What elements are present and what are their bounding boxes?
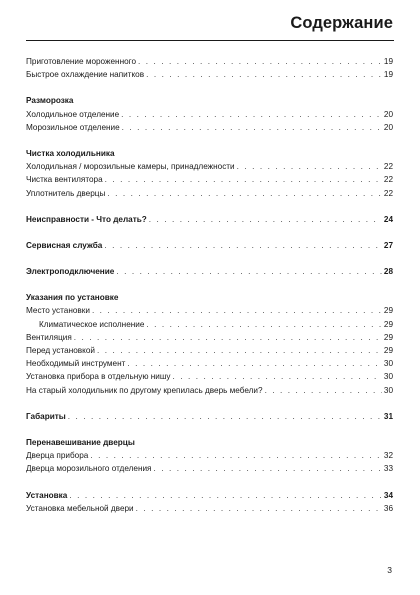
section-gap (26, 397, 393, 410)
toc-section-heading: Перенавешивание дверцы (26, 437, 135, 447)
toc-entry-page: 24 (383, 214, 393, 224)
toc-section-heading: Чистка холодильника (26, 148, 115, 158)
section-gap (26, 200, 393, 213)
section-gap (26, 226, 393, 239)
dot-leader (90, 449, 382, 462)
dot-leader (153, 462, 381, 475)
toc-entry[interactable] (26, 187, 393, 200)
toc-entry-label: Быстрое охлаждение напитков (26, 70, 145, 80)
toc-entry-label: Сервисная служба (26, 240, 103, 250)
toc-entry-page: 33 (383, 464, 393, 474)
toc-entry-page: 32 (383, 451, 393, 461)
toc-entry-page: 30 (383, 385, 393, 395)
toc-entry-page: 20 (383, 122, 393, 132)
toc-entry-label: Климатическое исполнение (39, 319, 145, 329)
toc-entry[interactable] (26, 213, 393, 226)
toc-section-heading: Разморозка (26, 96, 74, 106)
toc-entry[interactable] (26, 502, 393, 515)
table-of-contents (26, 55, 393, 515)
toc-entry-page: 22 (383, 162, 393, 172)
section-gap (26, 423, 393, 436)
toc-entry[interactable] (26, 304, 393, 317)
dot-leader (136, 502, 382, 515)
dot-leader (265, 384, 382, 397)
toc-entry-label: Приготовление мороженного (26, 57, 137, 66)
dot-leader (69, 489, 382, 502)
toc-entry[interactable] (26, 55, 393, 68)
dot-leader (121, 108, 382, 121)
section-gap (26, 252, 393, 265)
toc-entry[interactable] (26, 449, 393, 462)
dot-leader (173, 370, 382, 383)
toc-entry[interactable] (26, 462, 393, 475)
toc-entry-page: 31 (383, 411, 393, 421)
toc-entry[interactable] (26, 239, 393, 252)
dot-leader (237, 160, 382, 173)
toc-entry[interactable] (26, 410, 393, 423)
toc-entry-page: 28 (383, 267, 393, 277)
dot-leader (74, 331, 382, 344)
section-gap (26, 278, 393, 291)
toc-entry-label: Холодильное отделение (26, 109, 120, 119)
toc-entry-label: Дверца прибора (26, 451, 89, 461)
toc-entry[interactable] (26, 121, 393, 134)
toc-section-heading: Указания по установке (26, 293, 119, 303)
toc-entry[interactable] (26, 357, 393, 370)
toc-entry-label: На старый холодильник по другому крепилась дверь мебели? (26, 385, 263, 395)
dot-leader (92, 304, 382, 317)
dot-leader (104, 239, 382, 252)
toc-entry-label: Вентиляция (26, 332, 72, 342)
dot-leader (122, 121, 382, 134)
toc-entry[interactable] (26, 489, 393, 502)
toc-entry[interactable] (26, 160, 393, 173)
toc-entry[interactable] (26, 370, 393, 383)
toc-entry-label: Установка прибора в отдельную нишу (26, 372, 171, 382)
dot-leader (68, 410, 382, 423)
toc-entry-label: Необходимый инструмент (26, 359, 126, 369)
toc-entry[interactable] (26, 265, 393, 278)
toc-entry-page: 34 (383, 490, 393, 500)
toc-entry[interactable] (26, 68, 393, 81)
dot-leader (146, 318, 382, 331)
toc-entry-label: Уплотнитель дверцы (26, 188, 106, 198)
toc-entry[interactable] (26, 344, 393, 357)
toc-entry[interactable] (26, 173, 393, 186)
toc-entry-page: 36 (383, 503, 393, 513)
dot-leader (107, 187, 382, 200)
dot-leader (97, 344, 382, 357)
dot-leader (146, 68, 382, 81)
toc-entry-page: 19 (383, 57, 393, 66)
toc-entry-label: Чистка вентилятора (26, 175, 103, 185)
toc-entry-label: Дверца морозильного отделения (26, 464, 152, 474)
toc-entry-page: 20 (383, 109, 393, 119)
toc-entry-page: 19 (383, 70, 393, 80)
toc-entry-label: Габариты (26, 411, 66, 421)
toc-entry-label: Установка мебельной двери (26, 503, 134, 513)
toc-entry-page: 29 (383, 332, 393, 342)
toc-entry-label: Неисправности - Что делать? (26, 214, 147, 224)
toc-entry-label: Электроподключение (26, 267, 115, 277)
toc-entry-page: 22 (383, 188, 393, 198)
toc-entry-label: Морозильное отделение (26, 122, 120, 132)
page-number: 3 (387, 565, 392, 575)
toc-entry-page: 29 (383, 306, 393, 316)
toc-entry-page: 27 (383, 240, 393, 250)
dot-leader (138, 55, 382, 68)
toc-entry-page: 29 (383, 346, 393, 355)
toc-entry-page: 30 (383, 359, 393, 369)
dot-leader (149, 213, 382, 226)
dot-leader (116, 265, 382, 278)
toc-entry-page: 30 (383, 372, 393, 382)
section-gap (26, 476, 393, 489)
toc-entry-label: Холодильная / морозильные камеры, принадлежности (26, 162, 235, 172)
section-gap (26, 134, 393, 147)
toc-entry[interactable] (26, 318, 393, 331)
toc-entry-page: 22 (383, 175, 393, 185)
toc-entry-label: Перед установкой (26, 346, 95, 355)
toc-entry[interactable] (26, 384, 393, 397)
toc-entry-label: Установка (26, 490, 68, 500)
toc-entry[interactable] (26, 331, 393, 344)
toc-entry-page: 29 (383, 319, 393, 329)
dot-leader (105, 173, 382, 186)
toc-entry[interactable] (26, 108, 393, 121)
page-title: Содержание (290, 14, 393, 32)
section-gap (26, 81, 393, 94)
header-rule (26, 40, 394, 41)
dot-leader (127, 357, 382, 370)
toc-entry-label: Место установки (26, 306, 90, 316)
